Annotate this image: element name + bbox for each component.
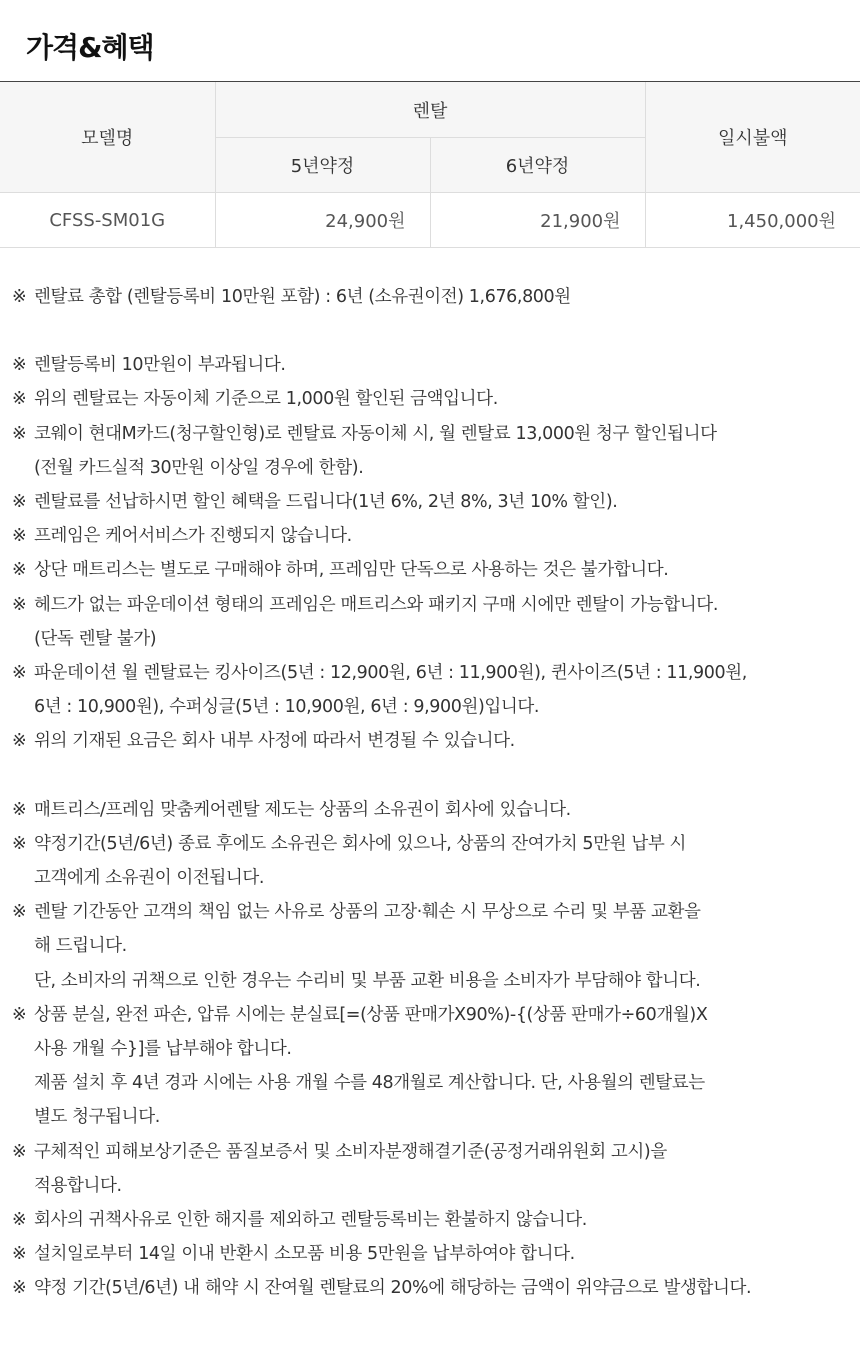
notice-continuation [12, 964, 852, 998]
reference-mark: ※ [12, 833, 27, 854]
notice-item [12, 1203, 852, 1237]
notice-text: 코웨이 현대M카드(청구할인형)로 렌탈료 자동이체 시, 월 렌탈료 13,000원 청구 할인됩니다 (전월 카드실적 30만원 이상일 경우에 한함). [34, 423, 717, 478]
reference-mark: ※ [12, 560, 27, 581]
notice-item [12, 1271, 852, 1305]
notice-text: 매트리스/프레임 맞춤케어렌탈 제도는 상품의 소유권이 회사에 있습니다. [34, 799, 571, 820]
reference-mark: ※ [12, 731, 27, 752]
notice-item [12, 280, 852, 314]
notice-item [12, 998, 852, 1066]
reference-mark: ※ [12, 799, 27, 820]
notice-text: 렌탈등록비 10만원이 부과됩니다. [34, 355, 286, 376]
notice-list [12, 280, 852, 1306]
notice-item [12, 656, 852, 724]
notice-item [12, 793, 852, 827]
reference-mark: ※ [12, 1004, 27, 1025]
reference-mark: ※ [12, 594, 27, 615]
header-6yr-contract: 6년약정 [430, 138, 645, 193]
reference-mark: ※ [12, 492, 27, 513]
notice-text: 렌탈료를 선납하시면 할인 혜택을 드립니다(1년 6%, 2년 8%, 3년 10% 할인). [34, 492, 618, 513]
cell-price-5yr: 24,900원 [215, 193, 430, 248]
reference-mark: ※ [12, 423, 27, 444]
reference-mark: ※ [12, 1244, 27, 1265]
notice-text: 프레임은 케어서비스가 진행되지 않습니다. [34, 526, 352, 547]
notice-item [12, 724, 852, 758]
header-model: 모델명 [0, 82, 215, 193]
cell-price-lump: 1,450,000원 [645, 193, 860, 248]
notice-text: 약정기간(5년/6년) 종료 후에도 소유권은 회사에 있으나, 상품의 잔여가치 5만원 납부 시 고객에게 소유권이 이전됩니다. [34, 833, 687, 889]
notice-item [12, 1237, 852, 1271]
notice-text: 헤드가 없는 파운데이션 형태의 프레임은 매트리스와 패키지 구매 시에만 렌탈이 가능합니다. (단독 렌탈 불가) [34, 594, 718, 649]
notice-item [12, 827, 852, 895]
reference-mark: ※ [12, 287, 27, 307]
notice-item [12, 895, 852, 963]
notice-item [12, 588, 852, 656]
notice-text: 파운데이션 월 렌탈료는 킹사이즈(5년 : 12,900원, 6년 : 11,900원), 퀸사이즈(5년 : 11,900원, 6년 : 10,900원), 수퍼싱글(5년 : 10,900원, 6년 : 9,900원)입니다. [34, 663, 747, 718]
reference-mark: ※ [12, 1210, 27, 1231]
notice-item [12, 382, 852, 416]
notice-text: 설치일로부터 14일 이내 반환시 소모품 비용 5만원을 납부하여야 합니다. [34, 1244, 575, 1265]
table-header-row [0, 82, 860, 138]
notice-item [12, 348, 852, 382]
table-row [0, 193, 860, 248]
notice-text: 회사의 귀책사유로 인한 해지를 제외하고 렌탈등록비는 환불하지 않습니다. [34, 1210, 587, 1231]
price-table [0, 81, 860, 248]
notice-text: 위의 렌탈료는 자동이체 기준으로 1,000원 할인된 금액입니다. [34, 389, 498, 410]
notice-text: 제품 설치 후 4년 경과 시에는 사용 개월 수를 48개월로 계산합니다. 단, 사용월의 렌탈료는 별도 청구됩니다. [34, 1073, 705, 1128]
notice-item [12, 1135, 852, 1203]
notice-text: 렌탈료 총합 (렌탈등록비 10만원 포함) : 6년 (소유권이전) 1,676,800원 [34, 287, 571, 307]
notice-continuation [12, 1066, 852, 1134]
notice-item [12, 485, 852, 519]
notice-text: 위의 기재된 요금은 회사 내부 사정에 따라서 변경될 수 있습니다. [34, 731, 515, 752]
section-title: 가격&혜택 [26, 31, 154, 64]
notice-text: 렌탈 기간동안 고객의 책임 없는 사유로 상품의 고장·훼손 시 무상으로 수리 및 부품 교환을 해 드립니다. [34, 902, 701, 957]
header-rental: 렌탈 [215, 82, 645, 138]
reference-mark: ※ [12, 526, 27, 547]
notice-text: 상단 매트리스는 별도로 구매해야 하며, 프레임만 단독으로 사용하는 것은 불가합니다. [34, 560, 669, 581]
reference-mark: ※ [12, 663, 27, 684]
notice-text: 약정 기간(5년/6년) 내 해약 시 잔여월 렌탈료의 20%에 해당하는 금액이 위약금으로 발생합니다. [34, 1278, 752, 1299]
notice-item [12, 417, 852, 485]
header-5yr-contract: 5년약정 [215, 138, 430, 193]
notice-item [12, 519, 852, 553]
reference-mark: ※ [12, 1141, 27, 1162]
header-lump-sum: 일시불액 [645, 82, 860, 193]
notice-item [12, 553, 852, 587]
reference-mark: ※ [12, 1278, 27, 1299]
reference-mark: ※ [12, 389, 27, 410]
reference-mark: ※ [12, 902, 27, 923]
cell-price-6yr: 21,900원 [430, 193, 645, 248]
notice-text: 상품 분실, 완전 파손, 압류 시에는 분실료[=(상품 판매가X90%)-{(상품 판매가÷60개월)X 사용 개월 수}]를 납부해야 합니다. [34, 1004, 708, 1060]
notice-text: 구체적인 피해보상기준은 품질보증서 및 소비자분쟁해결기준(공정거래위원회 고시)을 적용합니다. [34, 1141, 667, 1196]
notice-text: 단, 소비자의 귀책으로 인한 경우는 수리비 및 부품 교환 비용을 소비자가 부담해야 합니다. [34, 970, 701, 991]
reference-mark: ※ [12, 355, 27, 376]
cell-model: CFSS-SM01G [0, 193, 215, 248]
